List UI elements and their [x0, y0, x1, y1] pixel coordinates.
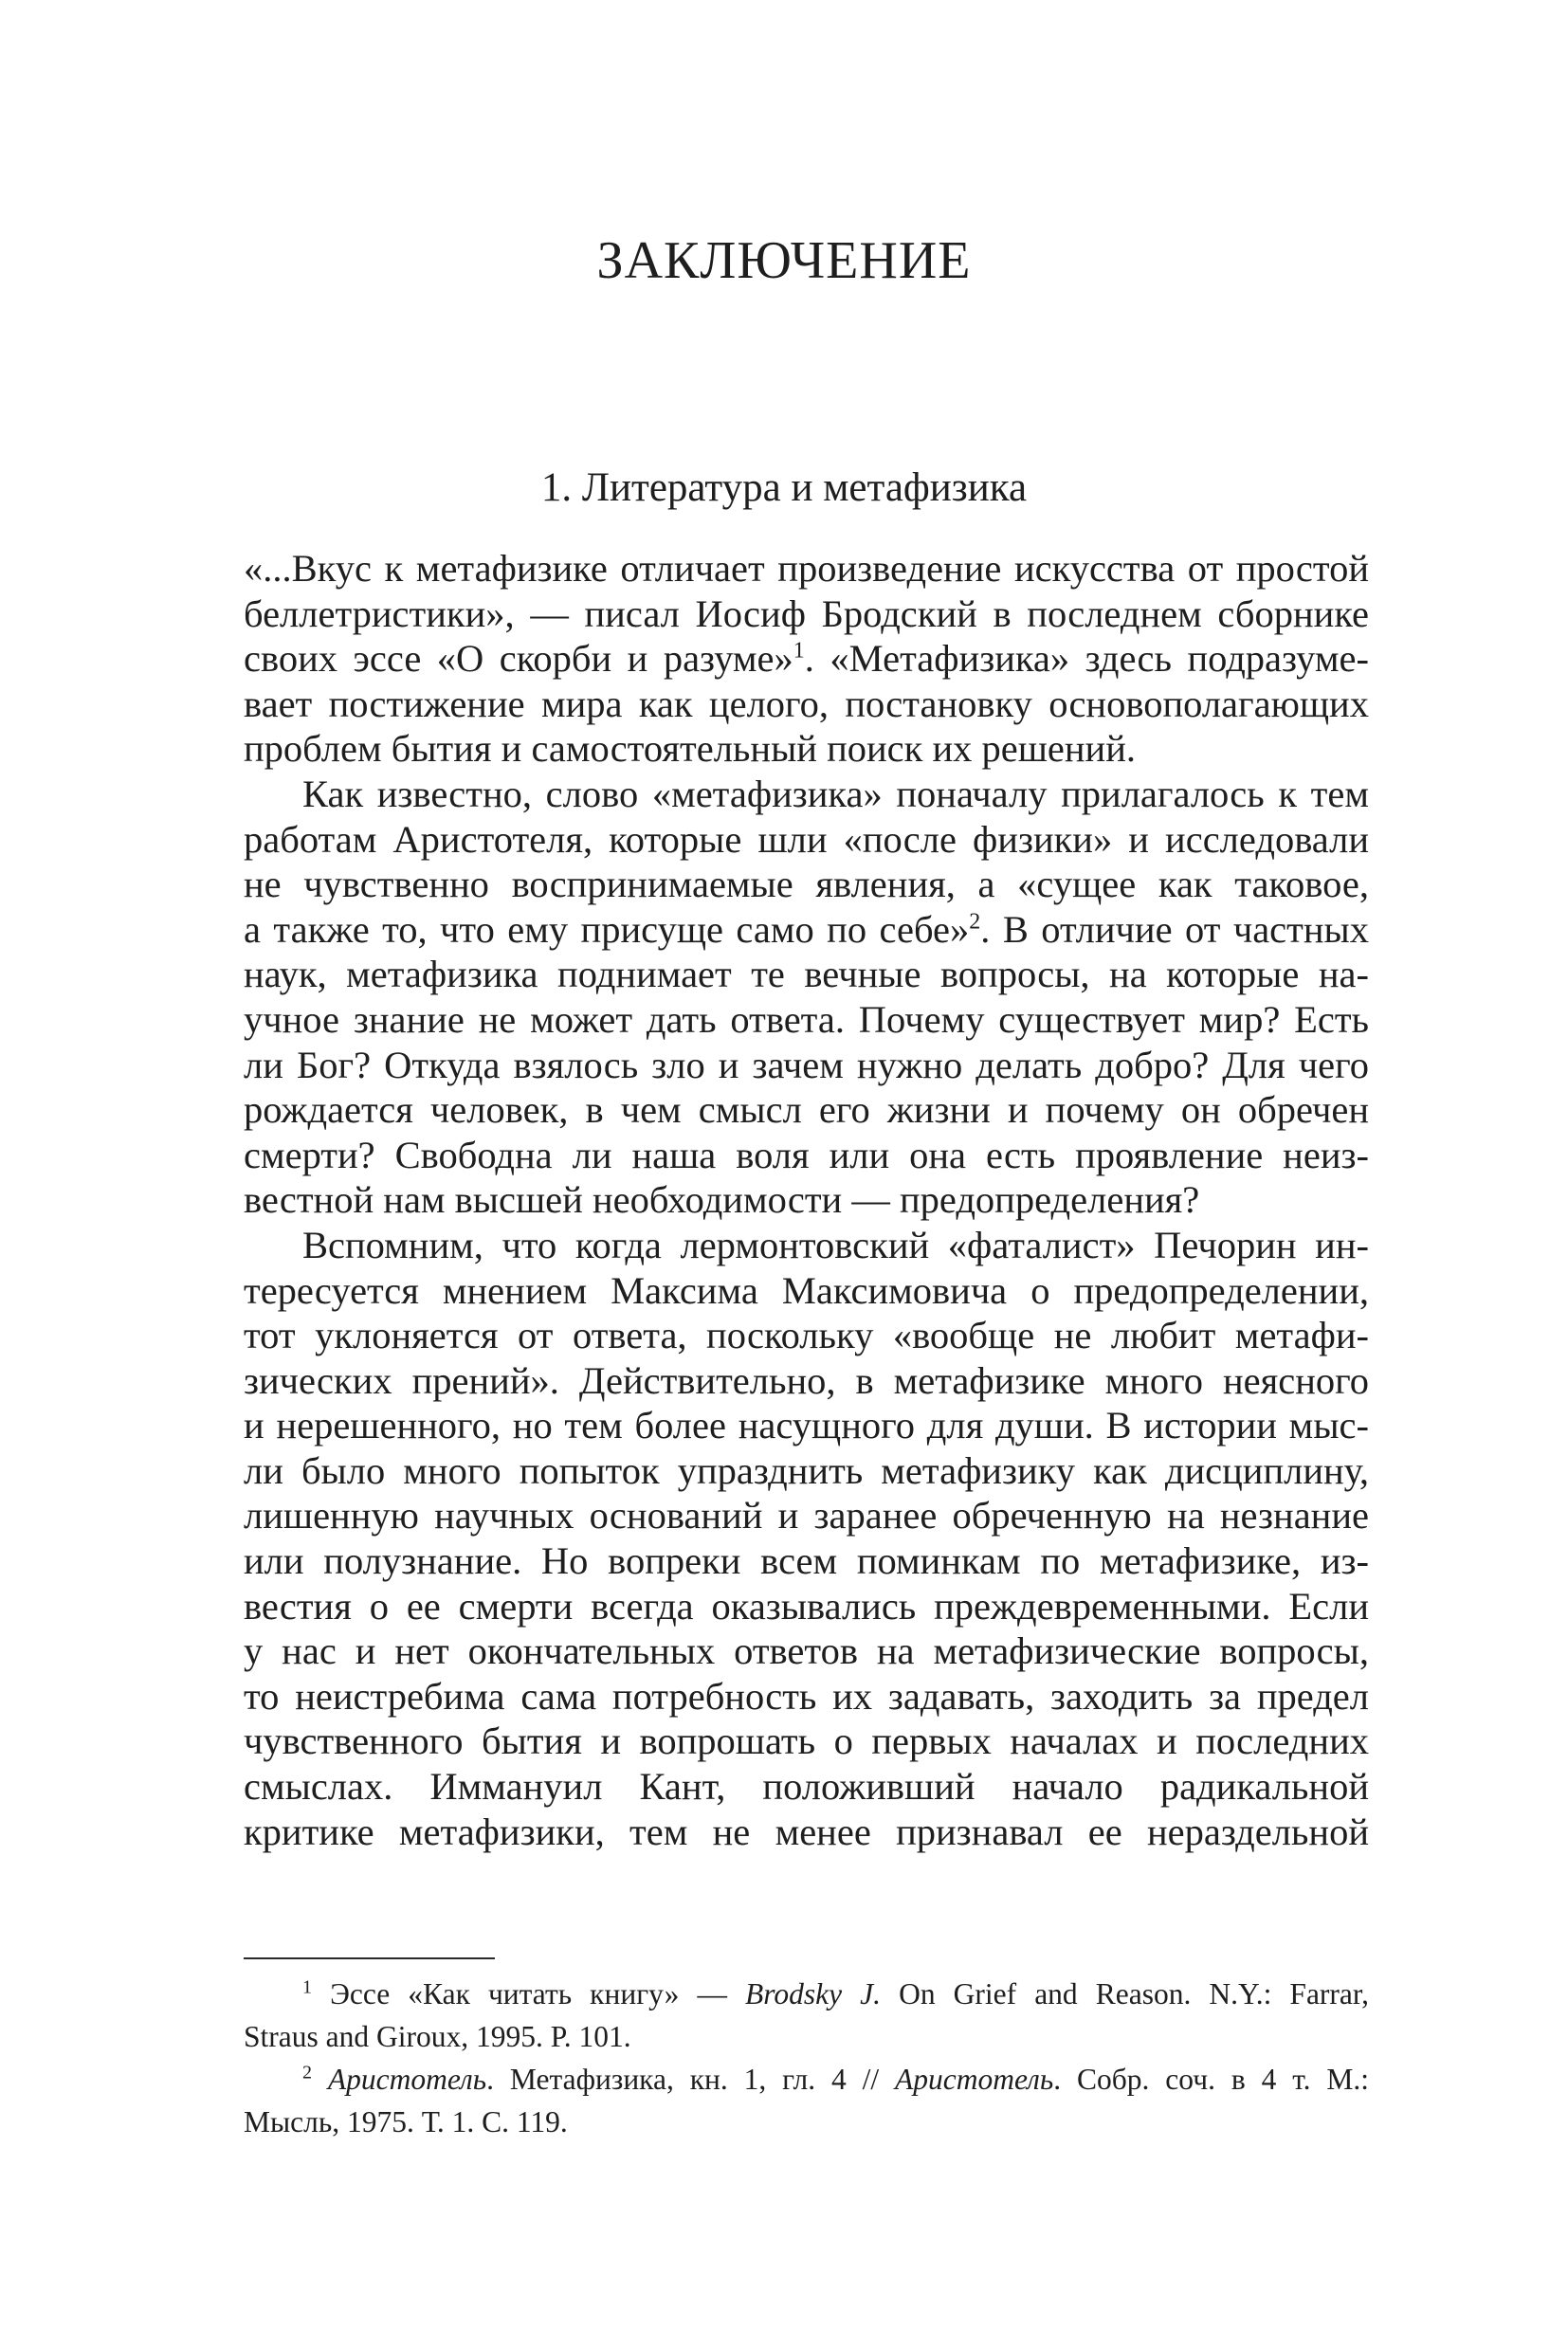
text-line: Вспомним, что когда лермонтовский «фаталист» Печорин ин- — [302, 1223, 1369, 1266]
text-span: а также то, что ему присуще само по себе» — [244, 907, 970, 951]
body-text — [244, 546, 1369, 1854]
text-line: смыслах. Иммануил Кант, положивший начало радикальной — [244, 1765, 1369, 1809]
text-span: . Собр. соч. в 4 т. М.: — [1053, 2063, 1369, 2096]
text-line: смерти? Свободна ли наша воля или она есть проявление неиз- — [244, 1133, 1369, 1176]
text-line: беллетристики», — писал Иосиф Бродский в последнем сборнике — [244, 591, 1369, 635]
footnote-line — [244, 1973, 1369, 2015]
footnotes — [244, 1973, 1369, 2143]
text-line — [244, 636, 1369, 682]
text-line: рождается человек, в чем смысл его жизни и почему он обречен — [244, 1088, 1369, 1132]
text-line: «...Вкус к метафизике отличает произведение искусства от простой — [244, 547, 1369, 590]
text-line: работам Аристотеля, которые шли «после физики» и исследовали — [244, 817, 1369, 861]
footnote-number: 2 — [302, 2062, 312, 2083]
footnote-line: Мысль, 1975. Т. 1. С. 119. — [244, 2105, 568, 2138]
text-line: не чувственно воспринимаемые явления, а «сущее как таковое, — [244, 863, 1369, 906]
text-line: тот уклоняется от ответа, поскольку «вообще не любит метафи- — [244, 1314, 1369, 1357]
text-line: чувственного бытия и вопрошать о первых началах и последних — [244, 1719, 1369, 1763]
text-line: или полузнание. Но вопреки всем поминкам по метафизике, из- — [244, 1539, 1369, 1583]
text-span: . В отличие от частных — [980, 907, 1369, 951]
section-heading: 1. Литература и метафизика — [540, 465, 1028, 510]
text-line: вает постижение мира как целого, постановку основополагающих — [244, 682, 1369, 725]
text-line: ли было много попыток упразднить метафизику как дисциплину, — [244, 1448, 1369, 1492]
paragraph — [244, 1223, 1369, 1854]
footnote-ref[interactable]: 1 — [793, 638, 805, 664]
footnote-number: 1 — [302, 1976, 312, 1998]
paragraph — [244, 546, 1369, 772]
text-line: критике метафизики, тем не менее признавал ее нераздельной — [244, 1810, 1369, 1853]
text-span: Эссе «Как читать книгу» — — [312, 1977, 746, 2011]
text-line: вестия о ее смерти всегда оказывались преждевременными. Если — [244, 1584, 1369, 1628]
text-line: наук, метафизика поднимает те вечные вопросы, на которые на- — [244, 953, 1369, 996]
text-line: у нас и нет окончательных ответов на метафизические вопросы, — [244, 1629, 1369, 1673]
footnote-divider — [244, 1957, 495, 1959]
footnote — [244, 2058, 1369, 2143]
text-line: и нерешенного, но тем более насущного для души. В истории мыс- — [244, 1404, 1369, 1447]
author-name: Аристотель — [327, 2063, 487, 2096]
footnote-line — [244, 2058, 1369, 2101]
text-line — [244, 907, 1369, 953]
paragraph — [244, 772, 1369, 1223]
author-name: Brodsky J. — [745, 1977, 882, 2011]
text-line: то неистребима сама потребность их задавать, заходить за предел — [244, 1674, 1369, 1718]
footnote-ref[interactable]: 2 — [969, 909, 981, 935]
text-line: лишенную научных оснований и заранее обреченную на незнание — [244, 1494, 1369, 1538]
text-span: своих эссе «О скорби и разуме» — [244, 637, 793, 681]
text-line: проблем бытия и самостоятельный поиск их решений. — [244, 727, 1137, 771]
text-line: Как известно, слово «метафизика» поначалу прилагалось к тем — [302, 772, 1369, 815]
text-line: зических прений». Действительно, в метафизике много неясного — [244, 1358, 1369, 1402]
text-span — [312, 2063, 328, 2096]
text-line: тересуется мнением Максима Максимовича о предопределении, — [244, 1268, 1369, 1312]
author-name: Аристотель — [895, 2063, 1054, 2096]
text-line: вестной нам высшей необходимости — предопределения? — [244, 1178, 1200, 1222]
text-span: On Grief and Reason. N.Y.: Farrar, — [881, 1977, 1369, 2011]
footnote — [244, 1973, 1369, 2058]
footnote-line: Straus and Giroux, 1995. P. 101. — [244, 2020, 631, 2053]
text-span: . «Метафизика» здесь подразуме- — [804, 637, 1369, 681]
chapter-title: ЗАКЛЮЧЕНИЕ — [596, 231, 972, 290]
text-line: ли Бог? Откуда взялось зло и зачем нужно делать добро? Для чего — [244, 1043, 1369, 1086]
text-line: учное знание не может дать ответа. Почему существует мир? Есть — [244, 997, 1369, 1041]
text-span: . Метафизика, кн. 1, гл. 4 // — [486, 2063, 895, 2096]
